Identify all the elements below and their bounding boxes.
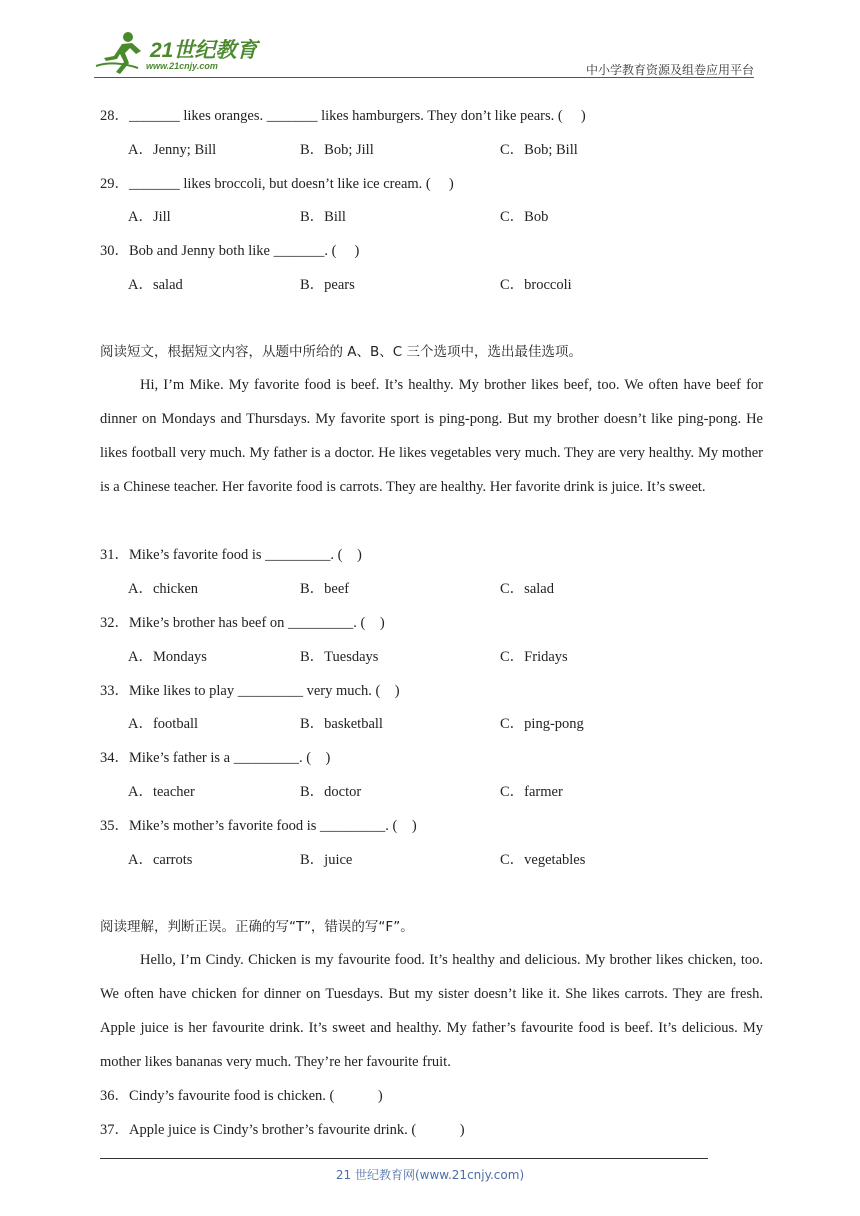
- q33-option-a[interactable]: A．football: [128, 716, 199, 732]
- question-28: 28．_______ likes oranges. _______ likes hamburgers. They don’t like pears. ( ): [100, 108, 586, 124]
- passage-text: Hello, I’m Cindy. Chicken is my favourite food. It’s healthy and delicious. My brother likes chicken, too. We often have chicken for dinner on Tuesdays. But my sister doesn’t like it. She likes carrots. They are fresh. Apple juice is her favourite drink. It’s sweet and healthy. My father’s favourite food is beef. It’s delicious. My mother likes bananas very much. They’re her favourite fruit.: [100, 952, 763, 1070]
- q28-option-c[interactable]: C．Bob; Bill: [500, 142, 578, 158]
- q35-option-c[interactable]: C．vegetables: [500, 852, 586, 868]
- question-29: 29．_______ likes broccoli, but doesn’t like ice cream. ( ): [100, 176, 454, 192]
- question-35: 35．Mike’s mother’s favorite food is _________. ( ): [100, 818, 417, 834]
- question-31: 31．Mike’s favorite food is _________. ( ): [100, 547, 362, 563]
- question-32: 32．Mike’s brother has beef on _________. ( ): [100, 615, 385, 631]
- q31-option-c[interactable]: C．salad: [500, 581, 554, 597]
- site-logo[interactable]: [94, 30, 264, 78]
- q29-option-c[interactable]: C．Bob: [500, 209, 549, 225]
- q29-option-a[interactable]: A．Jill: [128, 209, 171, 225]
- q35-option-a[interactable]: A．carrots: [128, 852, 193, 868]
- q31-option-a[interactable]: A．chicken: [128, 581, 199, 597]
- logo-text: 21世纪教育: [150, 39, 258, 62]
- q34-option-b[interactable]: B．doctor: [300, 784, 362, 800]
- q30-option-c[interactable]: C．broccoli: [500, 277, 572, 293]
- q30-option-b[interactable]: B．pears: [300, 277, 355, 293]
- footer-divider: [100, 1158, 708, 1159]
- question-33: 33．Mike likes to play _________ very much. ( ): [100, 683, 400, 699]
- q32-option-b[interactable]: B．Tuesdays: [300, 649, 379, 665]
- passage-text: Hi, I’m Mike. My favorite food is beef. It’s healthy. My brother likes beef, too. We often have beef for dinner on Mondays and Thursdays. My favorite sport is ping-pong. But my brother doesn’t like ping-pong. He likes football very much. My father is a doctor. He likes vegetables very much. They are very healthy. My mother is a Chinese teacher. Her favorite food is carrots. They are healthy. Her favorite drink is juice. It’s sweet.: [100, 377, 763, 495]
- q28-option-a[interactable]: A．Jenny; Bill: [128, 142, 217, 158]
- runner-logo-icon: [94, 30, 150, 76]
- question-34: 34．Mike’s father is a _________. ( ): [100, 750, 331, 766]
- section2-instruction: 阅读短文，根据短文内容，从题中所给的 A、B、C 三个选项中，选出最佳选项。: [100, 344, 583, 360]
- q32-option-c[interactable]: C．Fridays: [500, 649, 568, 665]
- section2-passage: [100, 368, 763, 504]
- header-tagline: 中小学教育资源及组卷应用平台: [585, 63, 754, 77]
- question-37: 37．Apple juice is Cindy’s brother’s favourite drink. ( ): [100, 1122, 465, 1138]
- header-divider: [94, 77, 754, 78]
- q35-option-b[interactable]: B．juice: [300, 852, 353, 868]
- q32-option-a[interactable]: A．Mondays: [128, 649, 207, 665]
- q28-option-b[interactable]: B．Bob; Jill: [300, 142, 374, 158]
- page-header: [0, 0, 860, 80]
- question-36: 36．Cindy’s favourite food is chicken. ( ): [100, 1088, 383, 1104]
- logo-url: www.21cnjy.com: [146, 61, 218, 71]
- section3-instruction: 阅读理解，判断正误。正确的写“T”，错误的写“F”。: [100, 919, 414, 935]
- q33-option-c[interactable]: C．ping-pong: [500, 716, 584, 732]
- q34-option-c[interactable]: C．farmer: [500, 784, 563, 800]
- q33-option-b[interactable]: B．basketball: [300, 716, 383, 732]
- q30-option-a[interactable]: A．salad: [128, 277, 183, 293]
- q31-option-b[interactable]: B．beef: [300, 581, 350, 597]
- question-30: 30．Bob and Jenny both like _______. ( ): [100, 243, 360, 259]
- page-footer[interactable]: 21 世纪教育网(www.21cnjy.com): [335, 1168, 525, 1182]
- q29-option-b[interactable]: B．Bill: [300, 209, 346, 225]
- section3-passage: [100, 943, 763, 1079]
- q34-option-a[interactable]: A．teacher: [128, 784, 195, 800]
